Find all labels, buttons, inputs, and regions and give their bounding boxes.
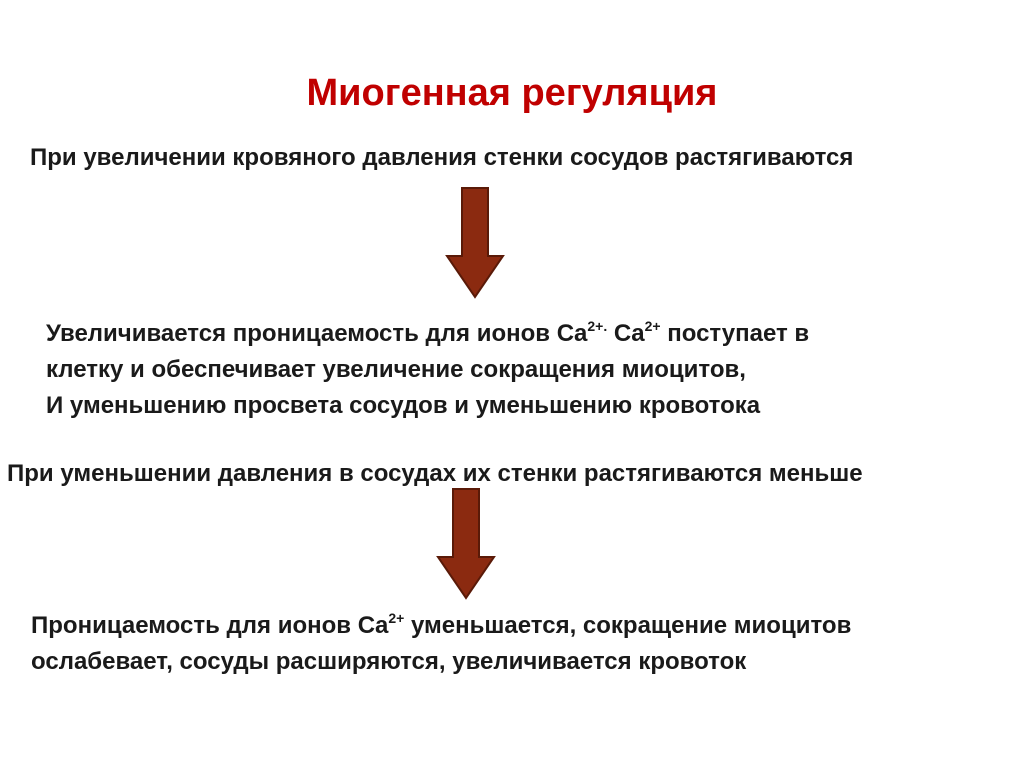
down-arrow-icon <box>444 186 506 300</box>
consequence-1-line-3: И уменьшению просвета сосудов и уменьшению кровотока <box>46 392 761 419</box>
slide-title: Миогенная регуляция <box>306 72 718 114</box>
down-arrow-icon <box>435 487 497 601</box>
consequence-1-line-1: Увеличивается проницаемость для ионов $Ca^{2+.}$ $Ca^{2+}$ поступает в <box>46 318 810 347</box>
consequence-1-line-2: клетку и обеспечивает увеличение сокращения миоцитов, <box>46 356 746 383</box>
statement-pressure-decrease: При уменьшении давления в сосудах их стенки растягиваются меньше <box>7 460 863 487</box>
statement-pressure-increase: При увеличении кровяного давления стенки сосудов растягиваются <box>30 144 854 171</box>
consequence-2-line-1: Проницаемость для ионов $Ca^{2+}$ уменьшается, сокращение миоцитов <box>31 610 852 639</box>
consequence-2-line-2: ослабевает, сосуды расширяются, увеличивается кровоток <box>31 648 747 675</box>
consequence-block-1 <box>46 316 809 424</box>
consequence-block-2 <box>31 608 851 680</box>
